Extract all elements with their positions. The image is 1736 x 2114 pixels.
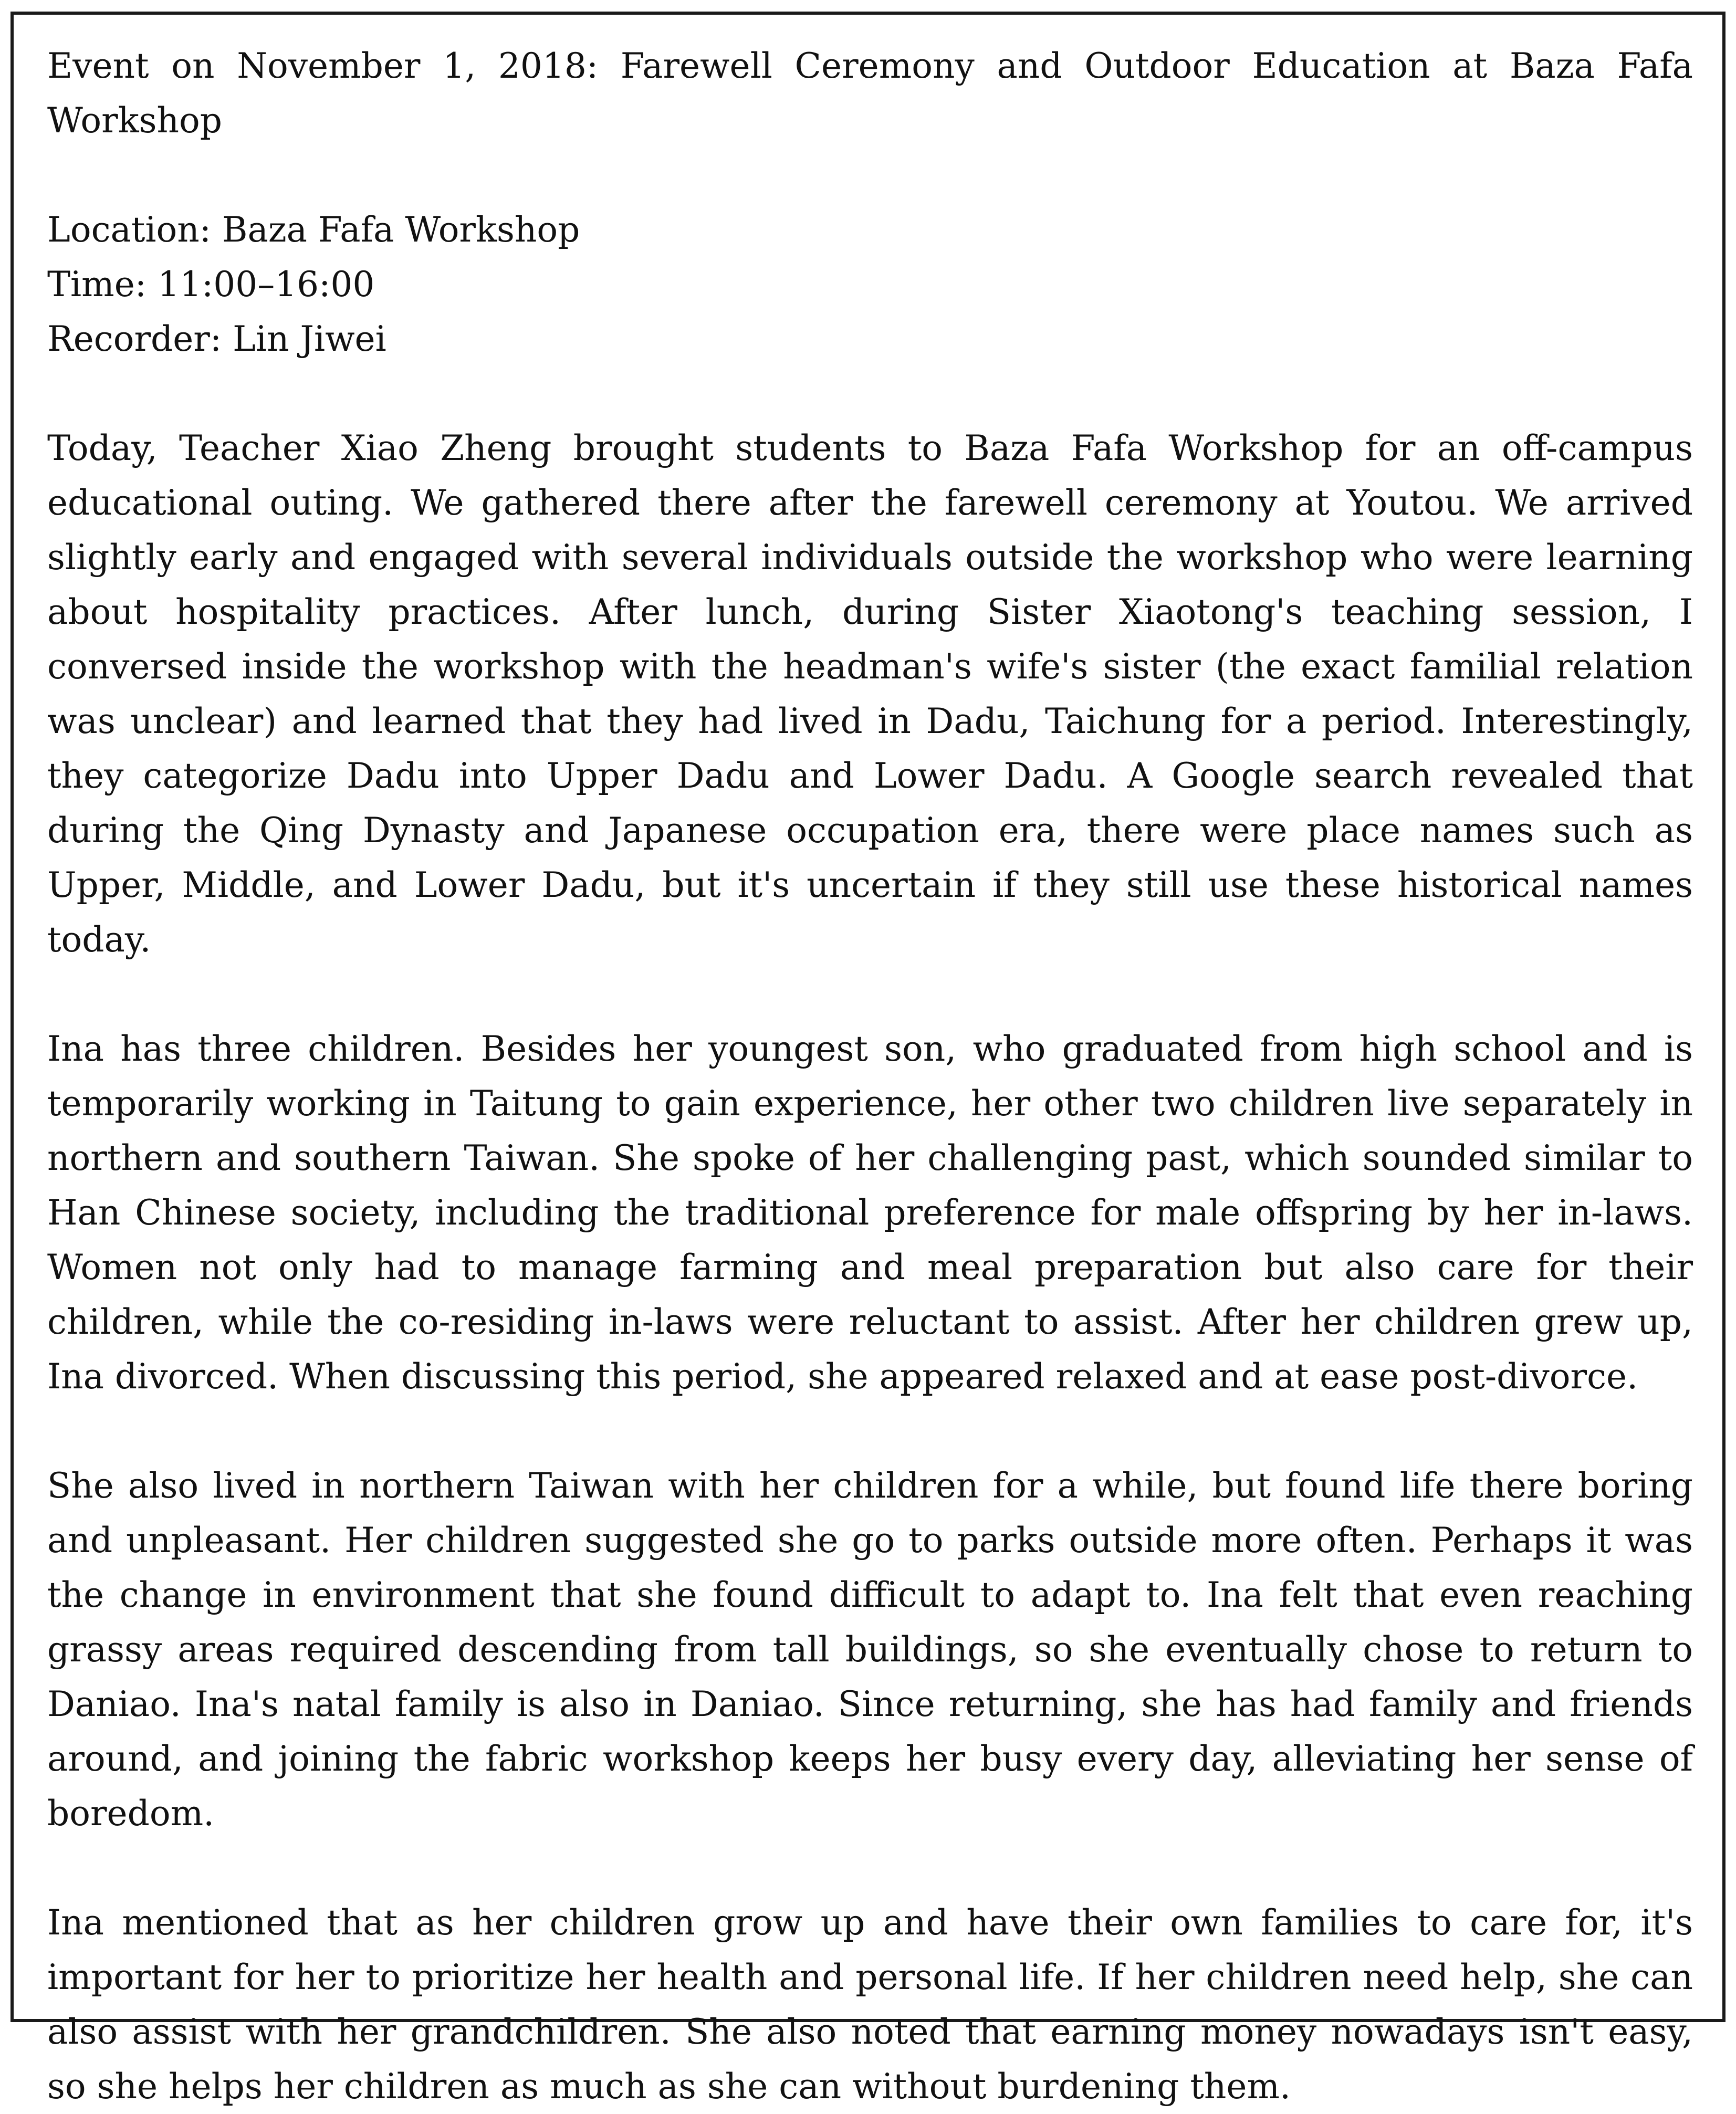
location-line: Location: Baza Fafa Workshop bbox=[47, 210, 580, 250]
paragraph-1: Today, Teacher Xiao Zheng brought students to Baza Fafa Workshop for an off-campus educational outing. We gathered there after the farewell ceremony at Youtou. We arrived slightly early and engaged with several individuals outside the workshop who were learning about hospitality practices. After lunch, during Sister Xiaotong's teaching session, I conversed inside the workshop with the headman's wife's sister (the exact familial relation was unclear) and learned that they had lived in Dadu, Taichung for a period. Interestingly, they categorize Dadu into Upper Dadu and Lower Dadu. A Google search revealed that during the Qing Dynasty and Japanese occupation era, there were place names such as Upper, Middle, and Lower Dadu, but it's uncertain if they still use these historical names today. bbox=[47, 428, 1693, 960]
time-line: Time: 11:00–16:00 bbox=[47, 264, 375, 305]
recorder-line: Recorder: Lin Jiwei bbox=[47, 319, 386, 359]
document-body bbox=[47, 39, 1693, 2114]
paragraph-2: Ina has three children. Besides her youngest son, who graduated from high school and is temporarily working in Taitung to gain experience, her other two children live separately in northern and southern Taiwan. She spoke of her challenging past, which sounded similar to Han Chinese society, including the traditional preference for male offspring by her in-laws. Women not only had to manage farming and meal preparation but also care for their children, while the co-residing in-laws were reluctant to assist. After her children grew up, Ina divorced. When discussing this period, she appeared relaxed and at ease post-divorce. bbox=[47, 1029, 1693, 1397]
document-frame bbox=[11, 12, 1725, 2107]
paragraph-3: She also lived in northern Taiwan with her children for a while, but found life there boring and unpleasant. Her children suggested she go to parks outside more often. Perhaps it was the change in environment that she found difficult to adapt to. Ina felt that even reaching grassy areas required descending from tall buildings, so she eventually chose to return to Daniao. Ina's natal family is also in Daniao. Since returning, she has had family and friends around, and joining the fabric workshop keeps her busy every day, alleviating her sense of boredom. bbox=[47, 1466, 1693, 1834]
paragraph-4: Ina mentioned that as her children grow up and have their own families to care for, it's important for her to prioritize her health and personal life. If her children need help, she can also assist with her grandchildren. She also noted that earning money nowadays isn't easy, so she helps her children as much as she can without burdening them. bbox=[47, 1902, 1693, 2107]
document-title: Event on November 1, 2018: Farewell Ceremony and Outdoor Education at Baza Fafa Workshop bbox=[47, 46, 1693, 141]
